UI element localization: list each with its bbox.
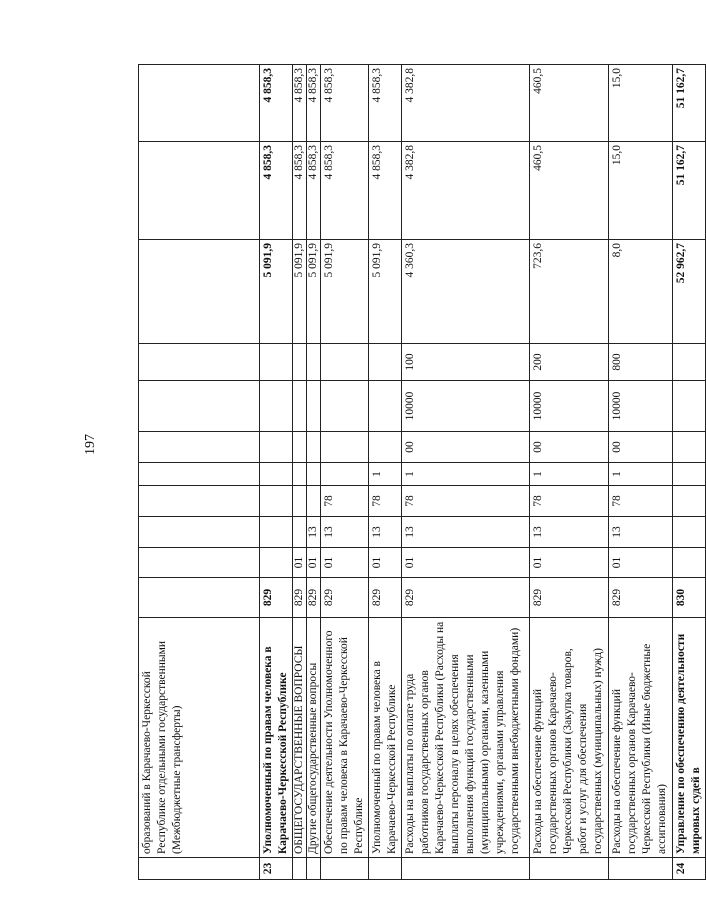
pr-code bbox=[260, 517, 293, 548]
budget-table bbox=[138, 64, 706, 880]
sum-year-2: 4 858,3 bbox=[307, 142, 321, 240]
sum-year-1: 8,0 bbox=[609, 240, 673, 344]
table-row bbox=[321, 65, 369, 880]
row-name: образований в Карачаево-Черкесской Республике отдельными государственными (Межбюджетные трансферты) bbox=[139, 618, 260, 858]
sum-year-3: 4 858,3 bbox=[293, 65, 307, 142]
table-row bbox=[307, 65, 321, 880]
cs-program: 78 bbox=[369, 486, 402, 517]
row-index: 24 bbox=[673, 858, 706, 880]
sum-year-3: 4 858,3 bbox=[321, 65, 369, 142]
pr-code: 13 bbox=[609, 517, 673, 548]
cs-event: 00 bbox=[530, 432, 609, 463]
vr-code bbox=[673, 344, 706, 381]
cs-subprogram: 1 bbox=[369, 463, 402, 486]
rz-code bbox=[139, 548, 260, 578]
cs-program bbox=[260, 486, 293, 517]
table-row bbox=[260, 65, 293, 880]
cs-event bbox=[139, 432, 260, 463]
sum-year-3: 15,0 bbox=[609, 65, 673, 142]
sum-year-1: 5 091,9 bbox=[293, 240, 307, 344]
ved-code: 829 bbox=[609, 578, 673, 618]
rz-code: 01 bbox=[307, 548, 321, 578]
cs-program: 78 bbox=[530, 486, 609, 517]
cs-event bbox=[307, 432, 321, 463]
cs-subprogram: 1 bbox=[530, 463, 609, 486]
row-index bbox=[402, 858, 530, 880]
row-index bbox=[293, 858, 307, 880]
vr-code: 200 bbox=[530, 344, 609, 381]
cs-program bbox=[139, 486, 260, 517]
ved-code: 829 bbox=[260, 578, 293, 618]
cs-subprogram bbox=[293, 463, 307, 486]
rz-code: 01 bbox=[530, 548, 609, 578]
sum-year-2: 4 858,3 bbox=[293, 142, 307, 240]
cs-program: 78 bbox=[321, 486, 369, 517]
table-row bbox=[673, 65, 706, 880]
cs-subprogram bbox=[673, 463, 706, 486]
cs-event bbox=[673, 432, 706, 463]
table-row bbox=[139, 65, 260, 880]
cs-event: 00 bbox=[609, 432, 673, 463]
sum-year-3: 460,5 bbox=[530, 65, 609, 142]
sum-year-1: 723,6 bbox=[530, 240, 609, 344]
cs-direction: 10000 bbox=[530, 381, 609, 432]
rz-code: 01 bbox=[293, 548, 307, 578]
sum-year-1: 52 962,7 bbox=[673, 240, 706, 344]
sum-year-1: 4 360,3 bbox=[402, 240, 530, 344]
table-row bbox=[369, 65, 402, 880]
cs-subprogram: 1 bbox=[609, 463, 673, 486]
row-index bbox=[139, 858, 260, 880]
cs-program bbox=[673, 486, 706, 517]
cs-direction bbox=[307, 381, 321, 432]
row-name: Расходы на выплаты по оплате труда работников государственных органов Карачаево-Черкесской Республики (Расходы на выплаты персоналу в целях обеспечения выполнения функций государственными (муниципальными) органами, казенными учреждениями, органами управления государственными внебюджетными фондами) bbox=[402, 618, 530, 858]
row-index bbox=[369, 858, 402, 880]
row-index bbox=[530, 858, 609, 880]
cs-program bbox=[307, 486, 321, 517]
cs-event bbox=[293, 432, 307, 463]
ved-code: 829 bbox=[530, 578, 609, 618]
sum-year-2: 15,0 bbox=[609, 142, 673, 240]
rz-code: 01 bbox=[321, 548, 369, 578]
row-name: Другие общегосударственные вопросы bbox=[307, 618, 321, 858]
pr-code: 13 bbox=[321, 517, 369, 548]
sum-year-2 bbox=[139, 142, 260, 240]
cs-program: 78 bbox=[609, 486, 673, 517]
row-name: Уполномоченный по правам человека в Карачаево-Черкесской Республике bbox=[369, 618, 402, 858]
ved-code: 829 bbox=[321, 578, 369, 618]
sum-year-1 bbox=[139, 240, 260, 344]
row-index bbox=[609, 858, 673, 880]
sum-year-2: 4 382,8 bbox=[402, 142, 530, 240]
sum-year-3: 51 162,7 bbox=[673, 65, 706, 142]
table-row bbox=[530, 65, 609, 880]
sum-year-1: 5 091,9 bbox=[307, 240, 321, 344]
cs-event bbox=[369, 432, 402, 463]
row-name: Уполномоченный по правам человека в Карачаево-Черкесской Республике bbox=[260, 618, 293, 858]
row-name: ОБЩЕГОСУДАРСТВЕННЫЕ ВОПРОСЫ bbox=[293, 618, 307, 858]
sum-year-3: 4 858,3 bbox=[260, 65, 293, 142]
cs-subprogram bbox=[139, 463, 260, 486]
vr-code: 100 bbox=[402, 344, 530, 381]
cs-event bbox=[260, 432, 293, 463]
ved-code: 829 bbox=[369, 578, 402, 618]
rz-code bbox=[260, 548, 293, 578]
sum-year-1: 5 091,9 bbox=[321, 240, 369, 344]
cs-subprogram: 1 bbox=[402, 463, 530, 486]
sum-year-2: 460,5 bbox=[530, 142, 609, 240]
vr-code bbox=[139, 344, 260, 381]
vr-code bbox=[307, 344, 321, 381]
sum-year-3: 4 382,8 bbox=[402, 65, 530, 142]
table-row bbox=[402, 65, 530, 880]
cs-direction: 10000 bbox=[402, 381, 530, 432]
cs-direction bbox=[369, 381, 402, 432]
cs-event bbox=[321, 432, 369, 463]
rz-code bbox=[673, 548, 706, 578]
vr-code bbox=[369, 344, 402, 381]
cs-direction bbox=[293, 381, 307, 432]
cs-subprogram bbox=[321, 463, 369, 486]
pr-code bbox=[293, 517, 307, 548]
cs-subprogram bbox=[307, 463, 321, 486]
pr-code: 13 bbox=[369, 517, 402, 548]
ved-code bbox=[139, 578, 260, 618]
page-number: 197 bbox=[83, 434, 98, 455]
row-name: Расходы на обеспечение функций государственных органов Карачаево-Черкесской Республики (Иные бюджетные ассигнования) bbox=[609, 618, 673, 858]
sum-year-2: 4 858,3 bbox=[369, 142, 402, 240]
sum-year-3: 4 858,3 bbox=[307, 65, 321, 142]
cs-direction bbox=[260, 381, 293, 432]
sum-year-2: 51 162,7 bbox=[673, 142, 706, 240]
ved-code: 829 bbox=[307, 578, 321, 618]
cs-subprogram bbox=[260, 463, 293, 486]
cs-direction bbox=[673, 381, 706, 432]
rotated-budget-table-container bbox=[138, 65, 702, 880]
sum-year-3 bbox=[139, 65, 260, 142]
table-row bbox=[609, 65, 673, 880]
rz-code: 01 bbox=[609, 548, 673, 578]
pr-code: 13 bbox=[307, 517, 321, 548]
row-index bbox=[321, 858, 369, 880]
cs-direction bbox=[139, 381, 260, 432]
sum-year-1: 5 091,9 bbox=[260, 240, 293, 344]
ved-code: 830 bbox=[673, 578, 706, 618]
vr-code: 800 bbox=[609, 344, 673, 381]
row-name: Управление по обеспечению деятельности мировых судей в bbox=[673, 618, 706, 858]
pr-code bbox=[673, 517, 706, 548]
table-row bbox=[293, 65, 307, 880]
cs-direction: 10000 bbox=[609, 381, 673, 432]
cs-direction bbox=[321, 381, 369, 432]
pr-code: 13 bbox=[530, 517, 609, 548]
row-index: 23 bbox=[260, 858, 293, 880]
pr-code: 13 bbox=[402, 517, 530, 548]
sum-year-1: 5 091,9 bbox=[369, 240, 402, 344]
rz-code: 01 bbox=[402, 548, 530, 578]
row-name: Обеспечение деятельности Уполномоченного по правам человека в Карачаево-Черкесской Республике bbox=[321, 618, 369, 858]
vr-code bbox=[321, 344, 369, 381]
ved-code: 829 bbox=[402, 578, 530, 618]
vr-code bbox=[293, 344, 307, 381]
cs-program bbox=[293, 486, 307, 517]
vr-code bbox=[260, 344, 293, 381]
row-index bbox=[307, 858, 321, 880]
row-name: Расходы на обеспечение функций государственных органов Карачаево-Черкесской Республики (Закупка товаров, работ и услуг для обеспечения государственных (муниципальных) нужд) bbox=[530, 618, 609, 858]
pr-code bbox=[139, 517, 260, 548]
rz-code: 01 bbox=[369, 548, 402, 578]
sum-year-3: 4 858,3 bbox=[369, 65, 402, 142]
ved-code: 829 bbox=[293, 578, 307, 618]
sum-year-2: 4 858,3 bbox=[260, 142, 293, 240]
cs-event: 00 bbox=[402, 432, 530, 463]
sum-year-2: 4 858,3 bbox=[321, 142, 369, 240]
cs-program: 78 bbox=[402, 486, 530, 517]
